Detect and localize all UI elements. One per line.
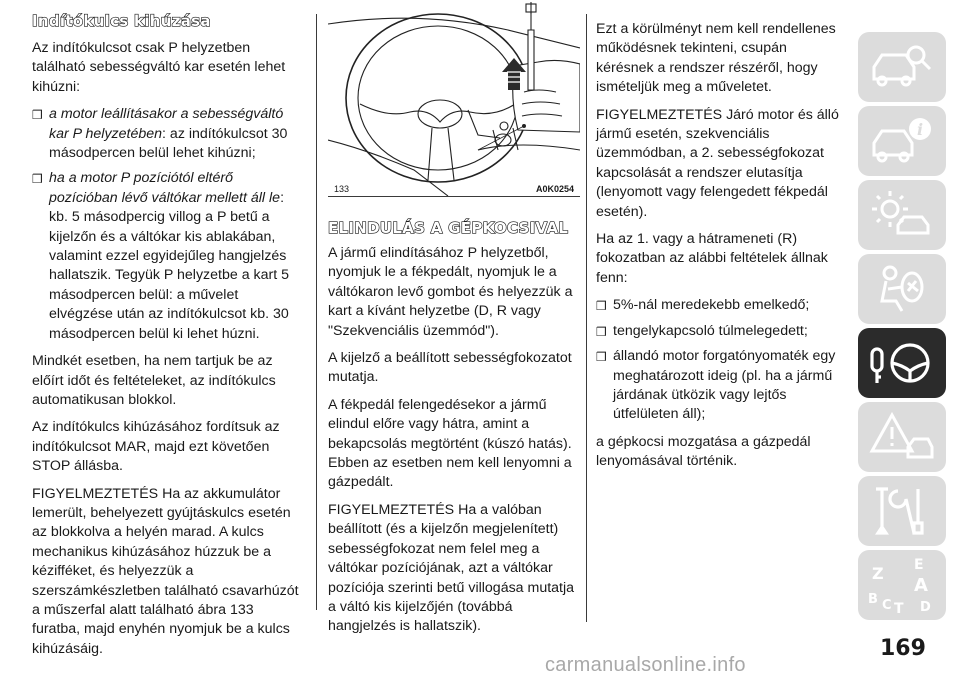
paragraph: a gépkocsi mozgatása a gázpedál lenyomásával történik. — [596, 433, 811, 470]
tab-warning-lights[interactable] — [858, 180, 946, 250]
section-heading: ELINDULÁS A GÉPKOCSIVAL — [328, 219, 569, 237]
paragraph: Az indítókulcs kihúzásához fordítsuk az indítókulcsot MAR, majd ezt követően STOP állásba. — [32, 419, 280, 475]
watermark: carmanualsonline.info — [545, 654, 746, 676]
svg-text:E: E — [914, 557, 924, 573]
paragraph: Ha az 1. vagy a hátrameneti (R) fokozatban az alábbi feltételek állnak fenn: — [596, 231, 828, 286]
tab-alphabetical-index[interactable] — [858, 550, 946, 620]
airbag-person-icon — [868, 261, 936, 317]
column-divider — [586, 14, 587, 622]
column-3 — [596, 20, 848, 480]
svg-text:A: A — [914, 575, 928, 596]
paragraph: Mindkét esetben, ha nem tartjuk be az előírt időt és feltételeket, az indítókulcs automatikusan blokkol. — [32, 353, 276, 408]
page-number: 169 — [880, 636, 926, 661]
figure-133 — [328, 0, 580, 196]
figure-divider — [328, 196, 580, 197]
paragraph: A jármű elindításához P helyzetből, nyomjuk le a fékpedált, nyomjuk le a váltókaron levő gombot és helyezzük a kart a kívánt helyzetbe (D, R vagy "Szekvenciális üzemmód"). — [328, 245, 573, 339]
intro-paragraph: Az indítókulcsot csak P helyzetben található sebességváltó kar esetén lehet kihúzni: — [32, 40, 286, 95]
list-item — [32, 169, 304, 344]
bullet-italic-text: ha a motor P pozíciótól eltérő pozícióban lévő váltókar mellett áll le — [49, 170, 281, 206]
warning-triangle-car-icon — [868, 409, 936, 465]
warning-paragraph: FIGYELMEZTETÉS Ha a valóban beállított (és a kijelzőn megjelenített) sebességfokozat nem felel meg a váltókar pozíciójának, azt a váltókar pozíciója szerinti betű villogása mutatja a váltó kis kijelzőjén (továbbá hangjelzés is hallatszik). — [328, 501, 575, 635]
column-1 — [32, 14, 304, 667]
checkbox-bullet-icon: ❒ — [32, 172, 43, 187]
alphabet-index-icon — [868, 557, 936, 617]
bullet-text: : az indítókulcsot 30 másodpercen belül lehet kihúzni; — [49, 125, 288, 162]
warning-paragraph: FIGYELMEZTETÉS Járó motor és álló jármű esetén, szekvenciális üzemmódban, a 2. sebességfokozat kapcsolását a rendszer elutasítja (lenyomott vagy felengedett fékpedál esetén). — [596, 106, 839, 220]
tab-car-info[interactable] — [858, 106, 946, 176]
bullet-text: tengelykapcsoló túlmelegedett; — [613, 322, 808, 339]
svg-text:C: C — [882, 598, 892, 613]
checkbox-bullet-icon: ❒ — [596, 299, 607, 314]
key-steering-wheel-icon — [868, 335, 936, 391]
paragraph: A kijelző a beállított sebességfokozatot mutatja. — [328, 350, 572, 386]
figure-code: A0K0254 — [535, 184, 574, 194]
warning-lights-icon — [868, 187, 936, 243]
tab-airbag[interactable] — [858, 254, 946, 324]
svg-text:i: i — [916, 120, 924, 139]
paragraph: A fékpedál felengedésekor a jármű elindul előre vagy hátra, amint a bekapcsolás megtörtént (kúszó hatás). Ebben az esetben nem kell lenyomni a gázpedált. — [328, 396, 572, 491]
list-item — [596, 322, 848, 341]
section-heading: Indítókulcs kihúzása — [32, 12, 211, 30]
tab-car-search[interactable] — [858, 32, 946, 102]
paragraph: Ezt a körülményt nem kell rendellenes működésnek tekinteni, csupán kérésnek a rendszer részéről, hogy ismételjük meg a műveletet. — [596, 21, 836, 96]
checkbox-bullet-icon: ❒ — [596, 350, 607, 365]
bullet-text: állandó motor forgatónyomaték egy meghatározott ideig (pl. ha a jármű járdának ütközik vagy lejtős útfelületen áll); — [613, 348, 836, 423]
tab-emergency[interactable] — [858, 402, 946, 472]
svg-text:D: D — [920, 600, 931, 615]
car-search-icon — [868, 39, 936, 95]
svg-text:T: T — [894, 601, 904, 617]
warning-paragraph: FIGYELMEZTETÉS Ha az akkumulátor lemerült, behelyezett gyújtáskulcs esetén az blokkolva a helyén marad. A kulcs mechanikus kihúzásához húzzuk be a kézifféket, és helyezzük a szerszámkészletben található csavarhúzót a műszerfal alatt található ábra 133 furatba, majd enyhén nyomjuk be a kulcs kihúzásáig. — [32, 485, 299, 657]
list-item — [32, 105, 304, 163]
figure-number: 133 — [334, 184, 350, 194]
tab-maintenance[interactable] — [858, 476, 946, 546]
bullet-text: : kb. 5 másodpercig villog a P betű a kijelzőn és a váltókar kis ablakában, valamint ezzel egyidejűleg hangjelzés hallatszik. Tegyük P helyzetbe a kart 5 másodpercen belül: a művelet elvégzése után az indítókulcsot kb. 30 másodpercen belül ki lehet húzni. — [49, 189, 290, 342]
svg-text:Z: Z — [872, 564, 884, 583]
dashboard-illustration — [328, 0, 580, 196]
checkbox-bullet-icon: ❒ — [32, 108, 43, 123]
bullet-text: 5%-nál meredekebb emelkedő; — [613, 297, 810, 314]
column-divider — [316, 14, 317, 610]
car-info-icon — [868, 113, 936, 169]
tab-key-steering-wheel[interactable] — [858, 328, 946, 398]
column-2 — [328, 220, 580, 645]
list-item — [596, 347, 848, 425]
checkbox-bullet-icon: ❒ — [596, 324, 607, 339]
svg-text:B: B — [868, 592, 878, 607]
list-item — [596, 296, 848, 315]
tools-icon — [868, 483, 936, 539]
bullet-italic-text: a motor leállításakor a sebességváltó kar P helyzetében — [49, 106, 284, 142]
